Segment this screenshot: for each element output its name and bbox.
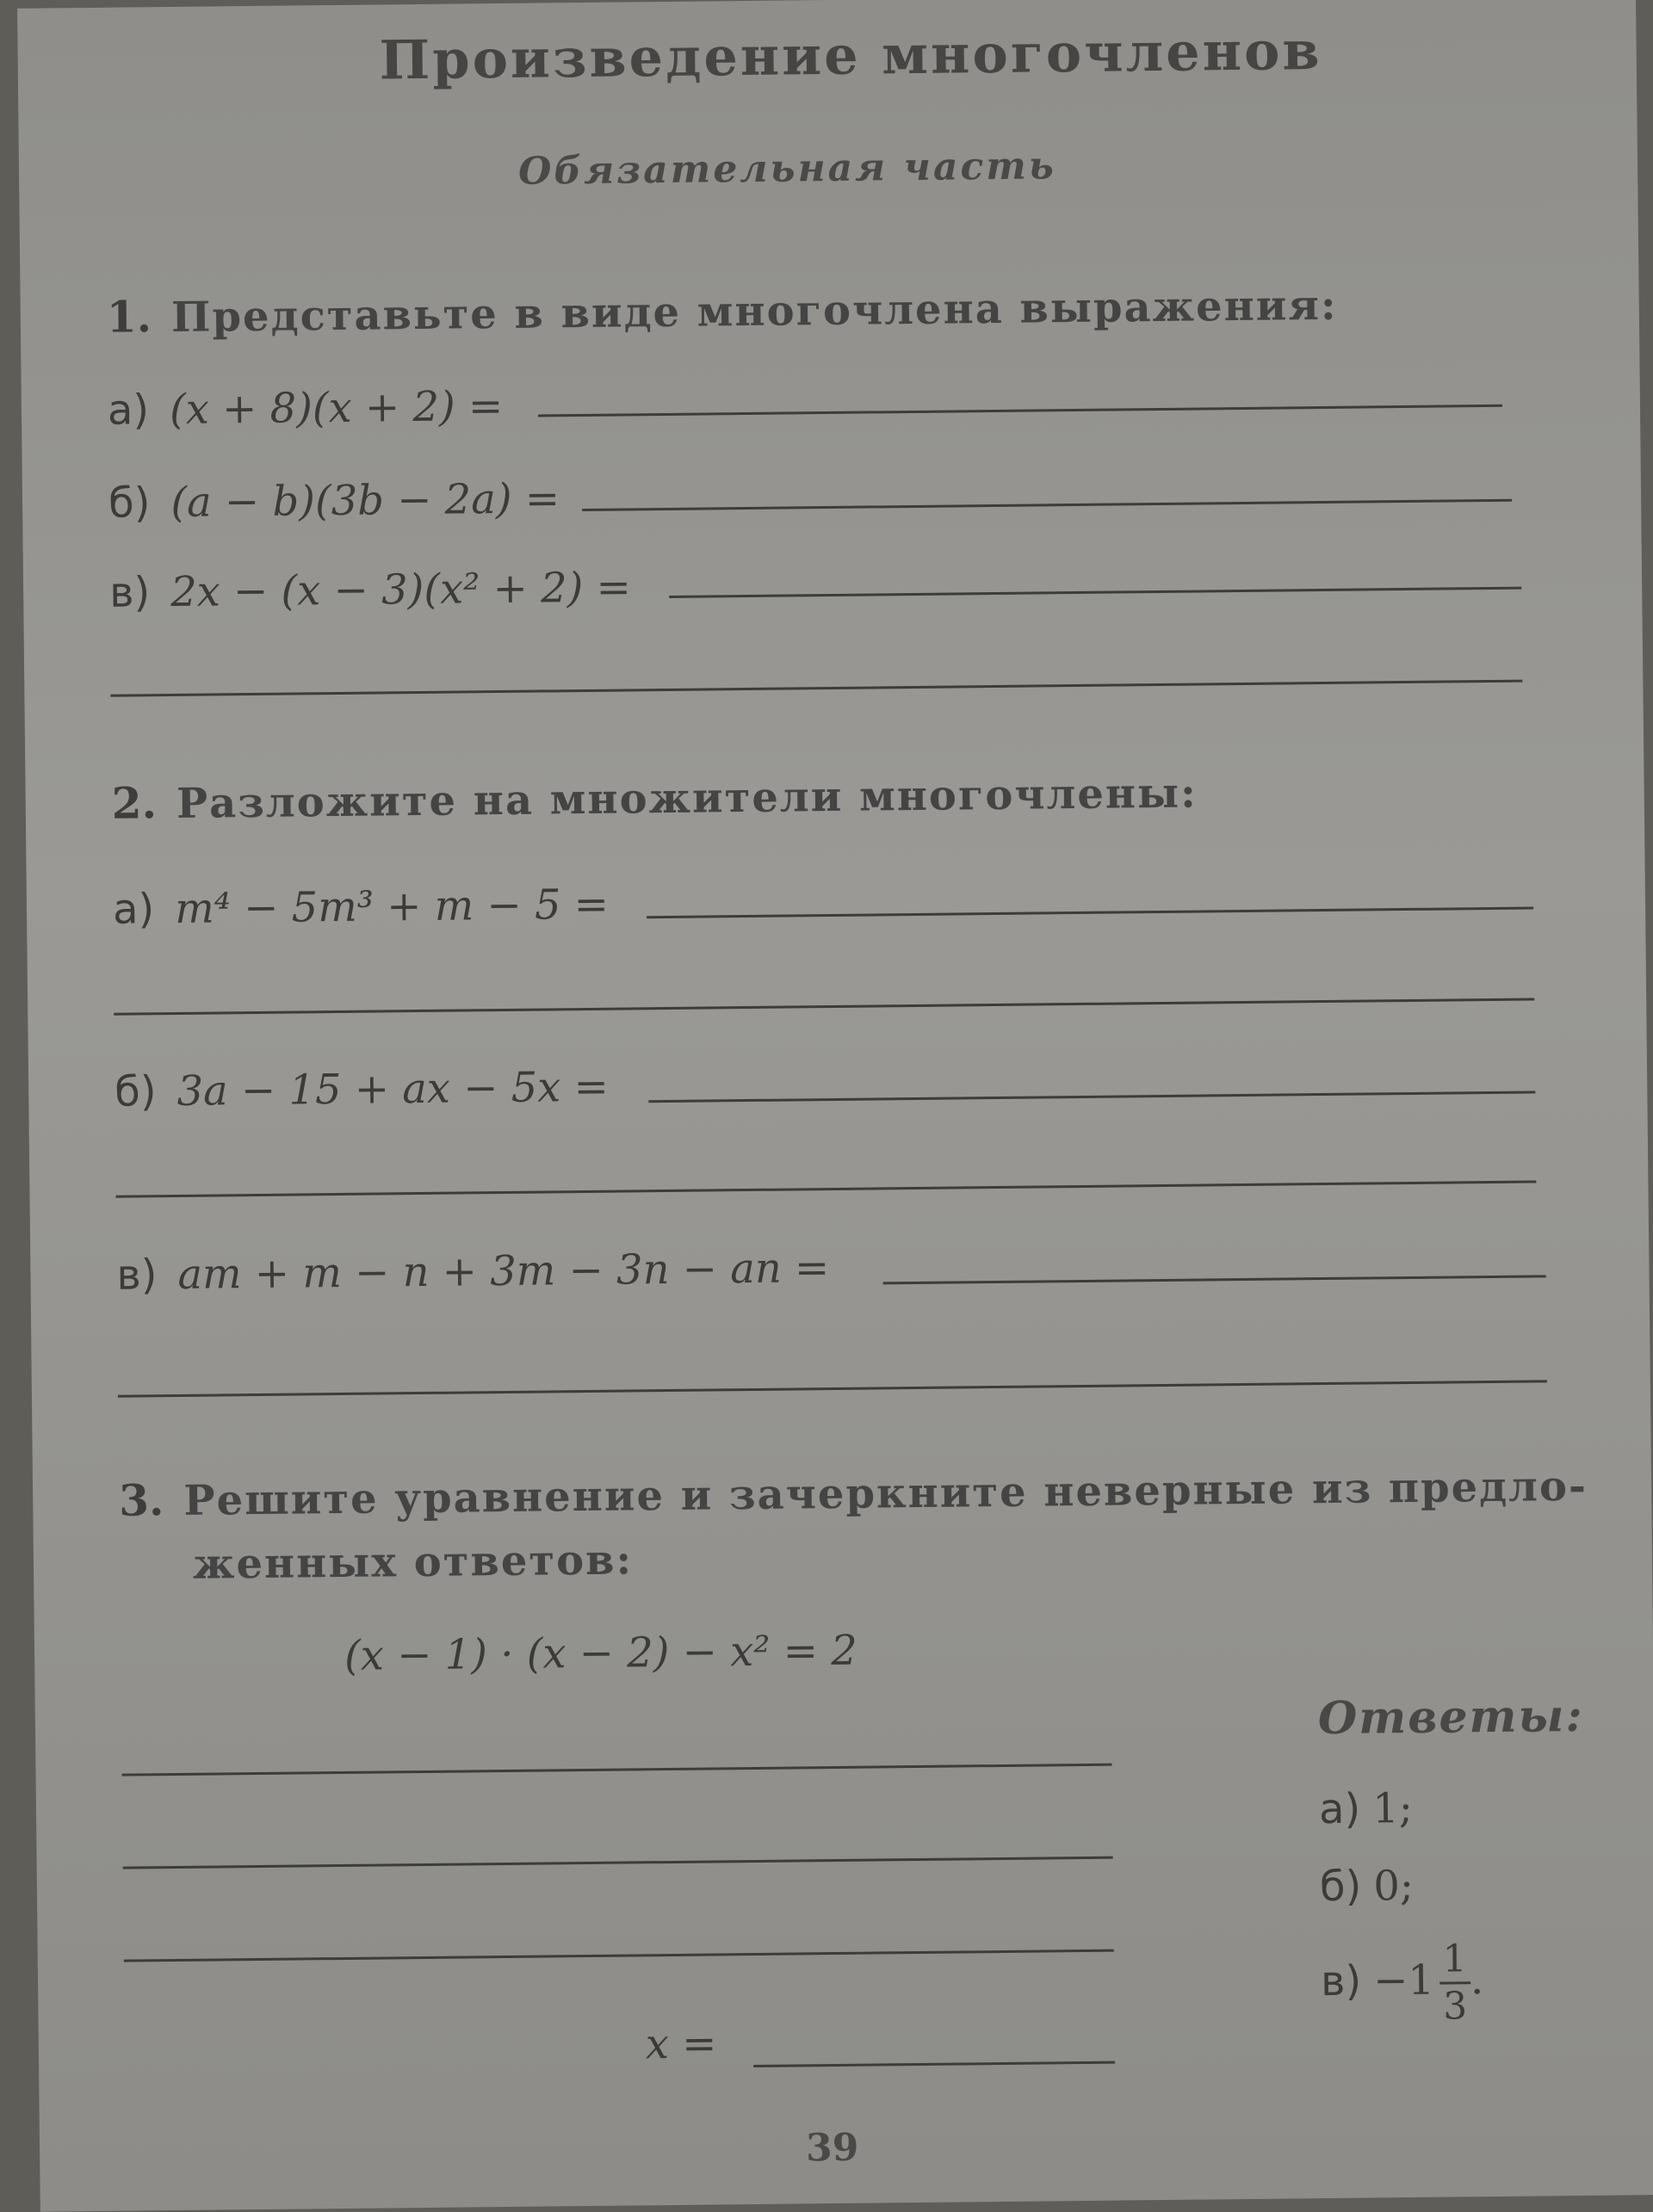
q2-item-a bbox=[113, 880, 609, 934]
page-number: 39 bbox=[805, 2125, 859, 2171]
q3-answer-prompt: x = bbox=[645, 2019, 717, 2069]
q2-item-c-label: в) bbox=[116, 1251, 158, 1300]
q1-item-b-expression: (a − b)(3b − 2a) = bbox=[170, 474, 560, 528]
answer-line[interactable] bbox=[582, 499, 1512, 511]
solution-line[interactable] bbox=[122, 1764, 1112, 1776]
workbook-page bbox=[17, 0, 1653, 2212]
answer-option-c-fraction bbox=[1439, 1937, 1470, 2029]
answer-option-b[interactable] bbox=[1320, 1862, 1415, 1911]
x-answer-line[interactable] bbox=[753, 2061, 1115, 2067]
answer-line[interactable] bbox=[110, 680, 1522, 697]
question-3-text-line1: Решите уравнение и зачеркните неверные из предло- bbox=[183, 1461, 1588, 1525]
question-1-number: 1. bbox=[106, 291, 152, 343]
answer-line[interactable] bbox=[647, 906, 1533, 918]
answer-line[interactable] bbox=[115, 1180, 1536, 1197]
q1-item-c-label: в) bbox=[108, 568, 151, 617]
question-3-text-line2: женных ответов: bbox=[192, 1535, 634, 1589]
answer-line[interactable] bbox=[118, 1380, 1547, 1397]
q1-item-c bbox=[109, 563, 631, 616]
section-subtitle: Обязательная часть bbox=[517, 144, 1057, 194]
answer-option-b-label: б) bbox=[1319, 1862, 1362, 1912]
q2-item-b-expression: 3a − 15 + ax − 5x = bbox=[176, 1062, 610, 1115]
q2-item-b-label: б) bbox=[114, 1067, 157, 1116]
answer-option-a-label: а) bbox=[1318, 1784, 1361, 1834]
q3-equation: (x − 1) · (x − 2) − x² = 2 bbox=[344, 1626, 858, 1680]
q2-item-c bbox=[116, 1244, 829, 1300]
question-1-heading bbox=[107, 279, 1338, 343]
answer-option-c-label: в) bbox=[1320, 1956, 1362, 2006]
answers-title: Ответы: bbox=[1317, 1689, 1584, 1746]
question-2-heading bbox=[111, 767, 1198, 829]
q1-item-c-expression: 2x − (x − 3)(x² + 2) = bbox=[170, 563, 632, 617]
fraction-numerator: 1 bbox=[1439, 1937, 1470, 1984]
q2-item-a-expression: m⁴ − 5m³ + m − 5 = bbox=[174, 880, 610, 933]
q1-item-a-label: а) bbox=[107, 386, 150, 435]
q2-item-c-expression: am + m − n + 3m − 3n − an = bbox=[177, 1244, 830, 1299]
answer-line[interactable] bbox=[648, 1091, 1535, 1103]
answer-line[interactable] bbox=[669, 587, 1521, 598]
q1-item-a-expression: (x + 8)(x + 2) = bbox=[169, 381, 504, 435]
q1-item-a bbox=[108, 382, 504, 435]
question-2-text: Разложите на множители многочлены: bbox=[176, 769, 1198, 828]
solution-line[interactable] bbox=[124, 1949, 1114, 1962]
q1-item-b-label: б) bbox=[108, 479, 151, 528]
answer-option-b-value: 0; bbox=[1373, 1861, 1415, 1911]
answer-line[interactable] bbox=[114, 998, 1534, 1015]
q2-item-a-label: а) bbox=[112, 885, 155, 934]
answer-option-a-value: 1; bbox=[1371, 1783, 1414, 1833]
answer-line[interactable] bbox=[883, 1275, 1546, 1284]
answer-option-c-tail: . bbox=[1470, 1956, 1484, 2005]
answer-line[interactable] bbox=[538, 405, 1502, 417]
answer-option-c-whole: −1 bbox=[1372, 1956, 1435, 2005]
fraction-denominator: 3 bbox=[1442, 1984, 1468, 2029]
page-title: Произведение многочленов bbox=[379, 18, 1322, 92]
question-1-text: Представьте в виде многочлена выражения: bbox=[170, 281, 1338, 342]
solution-line[interactable] bbox=[123, 1857, 1113, 1869]
q2-item-b bbox=[115, 1063, 609, 1116]
answer-option-c[interactable] bbox=[1321, 1937, 1484, 2030]
answer-option-a[interactable] bbox=[1319, 1784, 1413, 1833]
q1-item-b bbox=[108, 474, 560, 527]
question-3-number: 3. bbox=[118, 1474, 164, 1526]
question-3-heading bbox=[119, 1460, 1588, 1526]
question-2-number: 2. bbox=[111, 777, 158, 829]
